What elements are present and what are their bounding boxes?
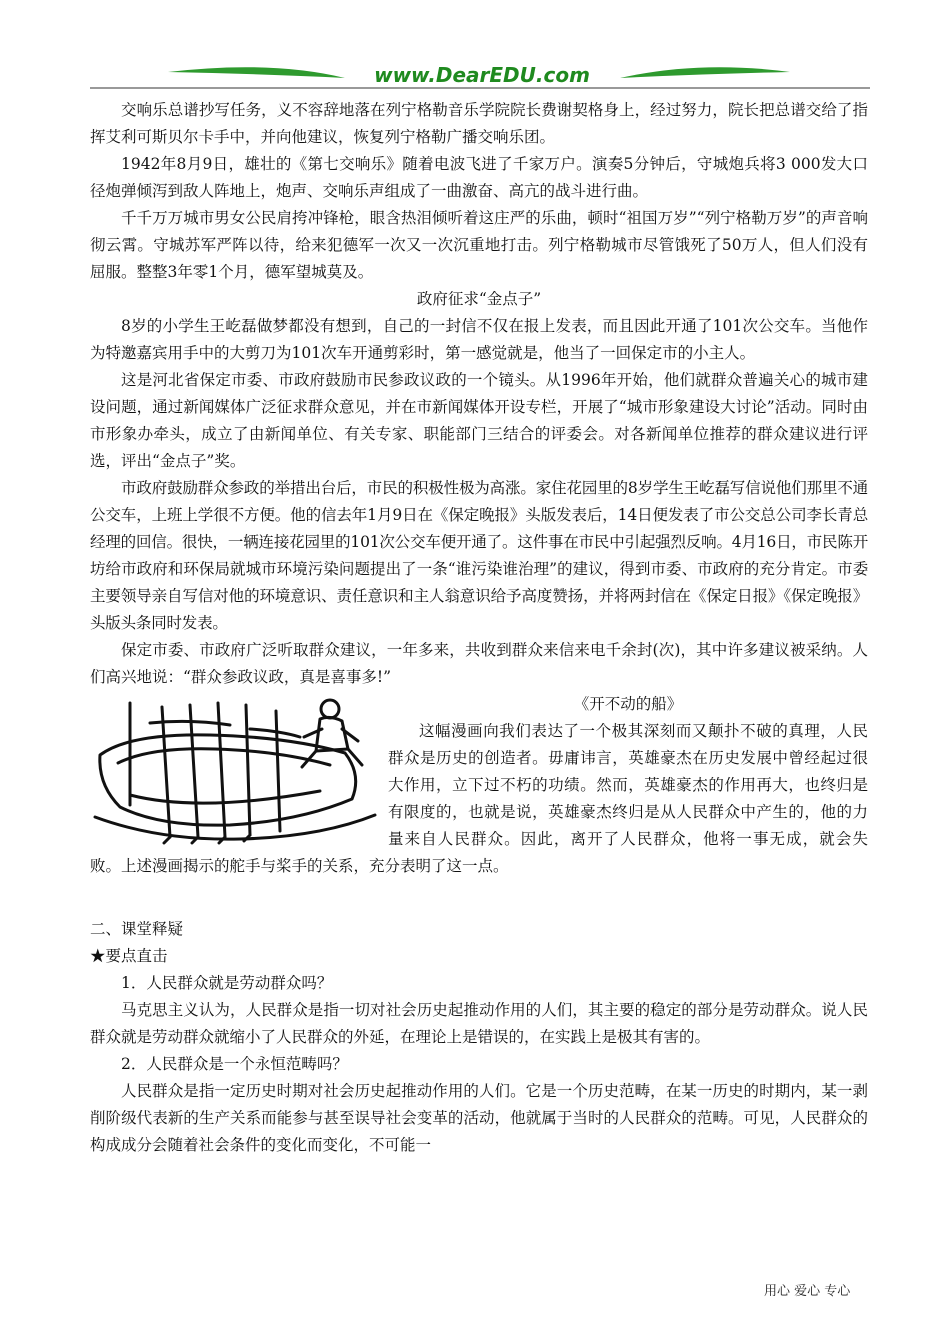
paragraph: 8岁的小学生王屹磊做梦都没有想到，自己的一封信不仅在报上发表，而且因此开通了101次公交车。当他作为特邀嘉宾用手中的大剪刀为101次车开通剪彩时，第一感觉就是，他当了一回保定市的小主人。 [90, 317, 868, 362]
header-banner [90, 58, 870, 96]
page-footer: 用心 爱心 专心 [764, 1284, 851, 1299]
question-1: 1．人民群众就是劳动群众吗？ [121, 974, 333, 992]
paragraph: 交响乐总谱抄写任务，义不容辞地落在列宁格勒音乐学院院长费谢契格身上，经过努力，院长把总谱交给了指挥艾利可斯贝尔卡手中，并向他建议，恢复列宁格勒广播交响乐团。 [90, 101, 868, 146]
spacer [90, 880, 868, 916]
answer-1: 马克思主义认为，人民群众是指一切对社会历史起推动作用的人们，其主要的稳定的部分是劳动群众。说人民群众就是劳动群众就缩小了人民群众的外延，在理论上是错误的，在实践上是极其有害的。 [90, 1001, 868, 1046]
boat-cartoon-image [90, 695, 380, 845]
cartoon-title: 《开不动的船》 [573, 695, 683, 713]
article-body [90, 97, 868, 1159]
paragraph: 市政府鼓励群众参政的举措出台后，市民的积极性极为高涨。家住花园里的8岁学生王屹磊写信说他们那里不通公交车，上班上学很不方便。他的信去年1月9日在《保定晚报》头版发表后，14日便发表了市公交总公司李长青总经理的回信。很快，一辆连接花园里的101次公交车便开通了。这件事在市民中引起强烈反响。4月16日，市民陈开坊给市政府和环保局就城市环境污染问题提出了一条“谁污染谁治理”的建议，得到市委、市政府的充分肯定。市委主要领导亲自写信对他的环境意识、责任意识和主人翁意识给予高度赞扬，并将两封信在《保定日报》《保定晚报》头版头条同时发表。 [90, 479, 868, 632]
answer-2: 人民群众是指一定历史时期对社会历史起推动作用的人们。它是一个历史范畴，在某一历史的时期内，某一剥削阶级代表新的生产关系而能参与甚至误导社会变革的活动，他就属于当时的人民群众的范畴。可见，人民群众的构成成分会随着社会条件的变化而变化，不可能一 [90, 1082, 868, 1154]
cartoon-paragraph: 这幅漫画向我们表达了一个极其深刻而又颠扑不破的真理，人民群众是历史的创造者。毋庸讳言，英雄豪杰在历史发展中曾经起过很大作用，立下过不朽的功绩。然而，英雄豪杰的作用再大，也终归是有限度的，也就是说，英雄豪杰终归是从人民群众中产生的，他的力量来自人民群众。因此，离开了人民群众，他将一事无成，就会失败。上述漫画揭示的舵手与桨手的关系，充分表明了这一点。 [90, 722, 868, 875]
keypoints-heading: ★要点直击 [90, 947, 168, 965]
left-swoosh-icon [168, 67, 345, 78]
site-header [90, 58, 870, 96]
part-heading: 二、课堂释疑 [90, 920, 184, 938]
section-title: 政府征求“金点子” [416, 290, 542, 308]
question-2: 2．人民群众是一个永恒范畴吗？ [121, 1055, 348, 1073]
paragraph: 千千万万城市男女公民肩挎冲锋枪，眼含热泪倾听着这庄严的乐曲，顿时“祖国万岁”“列宁格勒万岁”的声音响彻云霄。守城苏军严阵以待，给来犯德军一次又一次沉重地打击。列宁格勒城市尽管饿死了50万人，但人们没有屈服。整整3年零1个月，德军望城莫及。 [90, 209, 868, 281]
paragraph: 保定市委、市政府广泛听取群众建议，一年多来，共收到群众来信来电千余封(次)，其中许多建议被采纳。人们高兴地说：“群众参政议政，真是喜事多!” [90, 641, 868, 686]
cartoon-section [90, 691, 868, 880]
paragraph: 这是河北省保定市委、市政府鼓励市民参政议政的一个镜头。从1996年开始，他们就群众普遍关心的城市建设问题，通过新闻媒体广泛征求群众意见，并在市新闻媒体开设专栏，开展了“城市形象建设大讨论”活动。同时由市形象办牵头，成立了由新闻单位、有关专家、职能部门三结合的评委会。对各新闻单位推荐的群众建议进行评选，评出“金点子”奖。 [90, 371, 868, 470]
paragraph: 1942年8月9日，雄壮的《第七交响乐》随着电波飞进了千家万户。演奏5分钟后，守城炮兵将3 000发大口径炮弹倾泻到敌人阵地上，炮声、交响乐声组成了一曲激奋、高亢的战斗进行曲。 [90, 155, 868, 200]
site-logo: www.DearEDU.com [374, 63, 590, 87]
right-swoosh-icon [620, 67, 790, 78]
